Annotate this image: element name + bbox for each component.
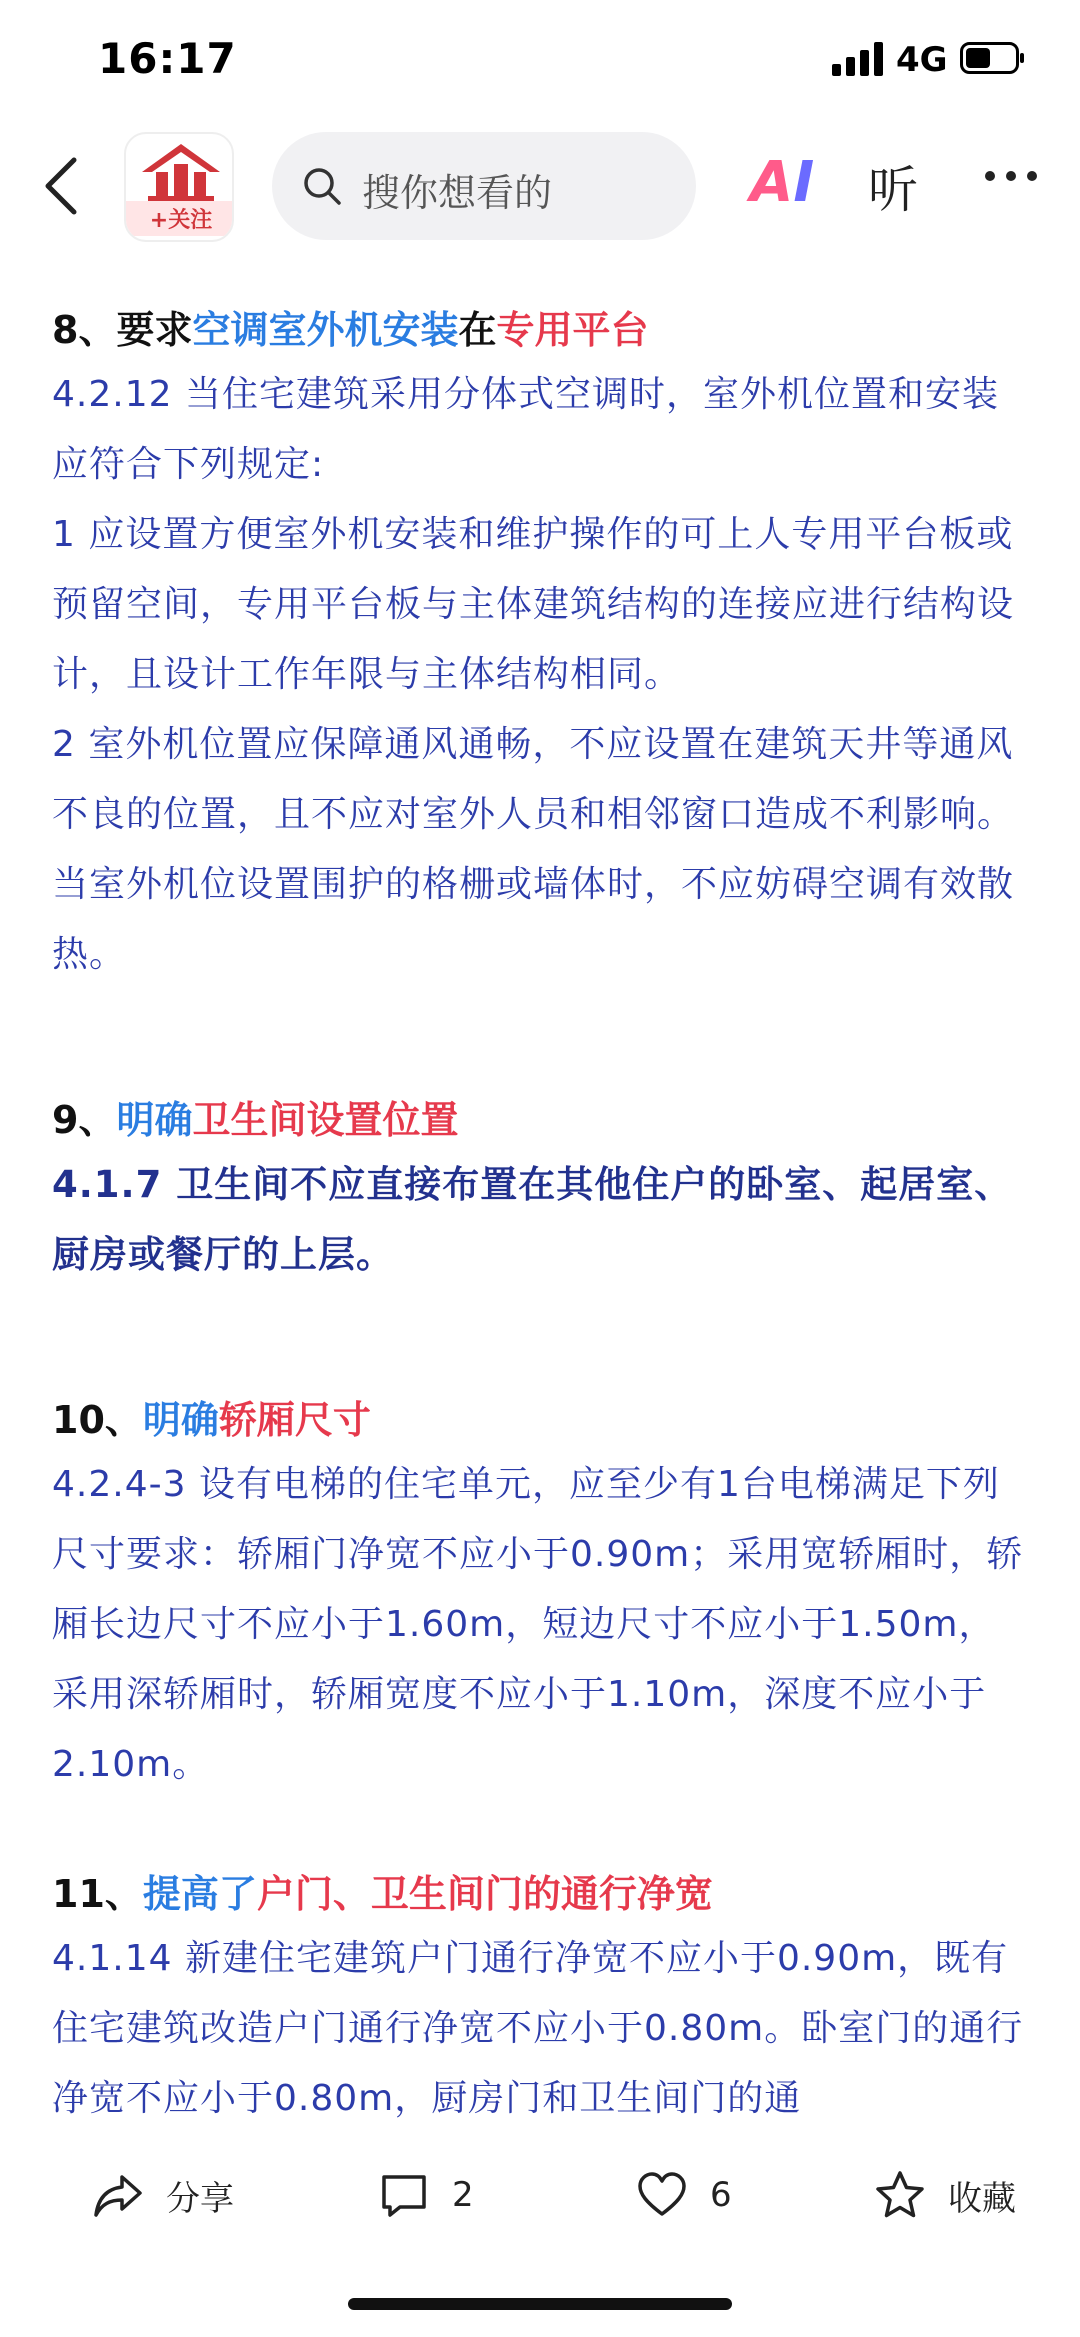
status-time: 16:17 bbox=[98, 34, 237, 83]
paragraph: 4.2.12 当住宅建筑采用分体式空调时，室外机位置和安装应符合下列规定: bbox=[52, 374, 999, 485]
paragraph: 4.1.7 卫生间不应直接布置在其他住户的卧室、起居室、厨房或餐厅的上层。 bbox=[52, 1163, 1013, 1276]
author-avatar[interactable] bbox=[124, 132, 234, 242]
author-logo-icon bbox=[138, 142, 224, 206]
search-icon bbox=[302, 166, 342, 206]
paragraph: 1 应设置方便室外机安装和维护操作的可上人专用平台板或预留空间，专用平台板与主体建筑结构的连接应进行结构设计，且设计工作年限与主体结构相同。 bbox=[52, 514, 1015, 695]
section-title: 10、明确轿厢尺寸 bbox=[52, 1398, 371, 1442]
favorite-label: 收藏 bbox=[948, 2178, 1016, 2219]
follow-button[interactable]: +关注 bbox=[126, 201, 234, 236]
listen-button[interactable]: 听 bbox=[868, 161, 918, 219]
share-label: 分享 bbox=[166, 2178, 234, 2219]
section-title: 9、明确卫生间设置位置 bbox=[52, 1098, 459, 1142]
star-icon bbox=[874, 2169, 926, 2221]
like-count: 6 bbox=[710, 2175, 732, 2215]
network-type: 4G bbox=[896, 40, 948, 80]
battery-icon bbox=[960, 42, 1026, 74]
share-icon bbox=[92, 2169, 144, 2221]
paragraph: 2 室外机位置应保障通风通畅，不应设置在建筑天井等通风不良的位置，且不应对室外人员和相邻窗口造成不利影响。当室外机位设置围护的格栅或墙体时，不应妨碍空调有效散热。 bbox=[52, 724, 1015, 975]
status-bar bbox=[0, 0, 1080, 120]
comment-button[interactable] bbox=[378, 2160, 474, 2230]
ai-button[interactable]: AI bbox=[750, 150, 815, 215]
paragraph: 4.2.4-3 设有电梯的住宅单元，应至少有1台电梯满足下列尺寸要求：轿厢门净宽不应小于0.90m；采用宽轿厢时，轿厢长边尺寸不应小于1.60m，短边尺寸不应小于1.50m，采用深轿厢时，轿厢宽度不应小于1.10m，深度不应小于2.10m。 bbox=[52, 1464, 1024, 1785]
heart-icon bbox=[636, 2169, 688, 2221]
paragraph: 4.1.14 新建住宅建筑户门通行净宽不应小于0.90m，既有住宅建筑改造户门通行净宽不应小于0.80m。卧室门的通行净宽不应小于0.80m，厨房门和卫生间门的通 bbox=[52, 1938, 1024, 2119]
section-title: 11、提高了户门、卫生间门的通行净宽 bbox=[52, 1872, 713, 1916]
section-title: 8、要求空调室外机安装在专用平台 bbox=[52, 308, 649, 352]
top-nav bbox=[0, 120, 1080, 250]
like-button[interactable] bbox=[636, 2160, 732, 2230]
signal-icon bbox=[832, 42, 886, 76]
comment-icon bbox=[378, 2169, 430, 2221]
more-icon[interactable] bbox=[984, 166, 1038, 186]
favorite-button[interactable] bbox=[874, 2160, 1016, 2230]
search-placeholder: 搜你想看的 bbox=[362, 171, 553, 215]
bottom-action-bar bbox=[0, 2138, 1080, 2258]
home-indicator[interactable] bbox=[348, 2298, 732, 2310]
share-button[interactable] bbox=[92, 2160, 234, 2230]
back-arrow-icon[interactable] bbox=[42, 156, 82, 216]
search-bar[interactable] bbox=[272, 132, 696, 240]
comment-count: 2 bbox=[452, 2175, 474, 2215]
article-body bbox=[52, 300, 1032, 2120]
